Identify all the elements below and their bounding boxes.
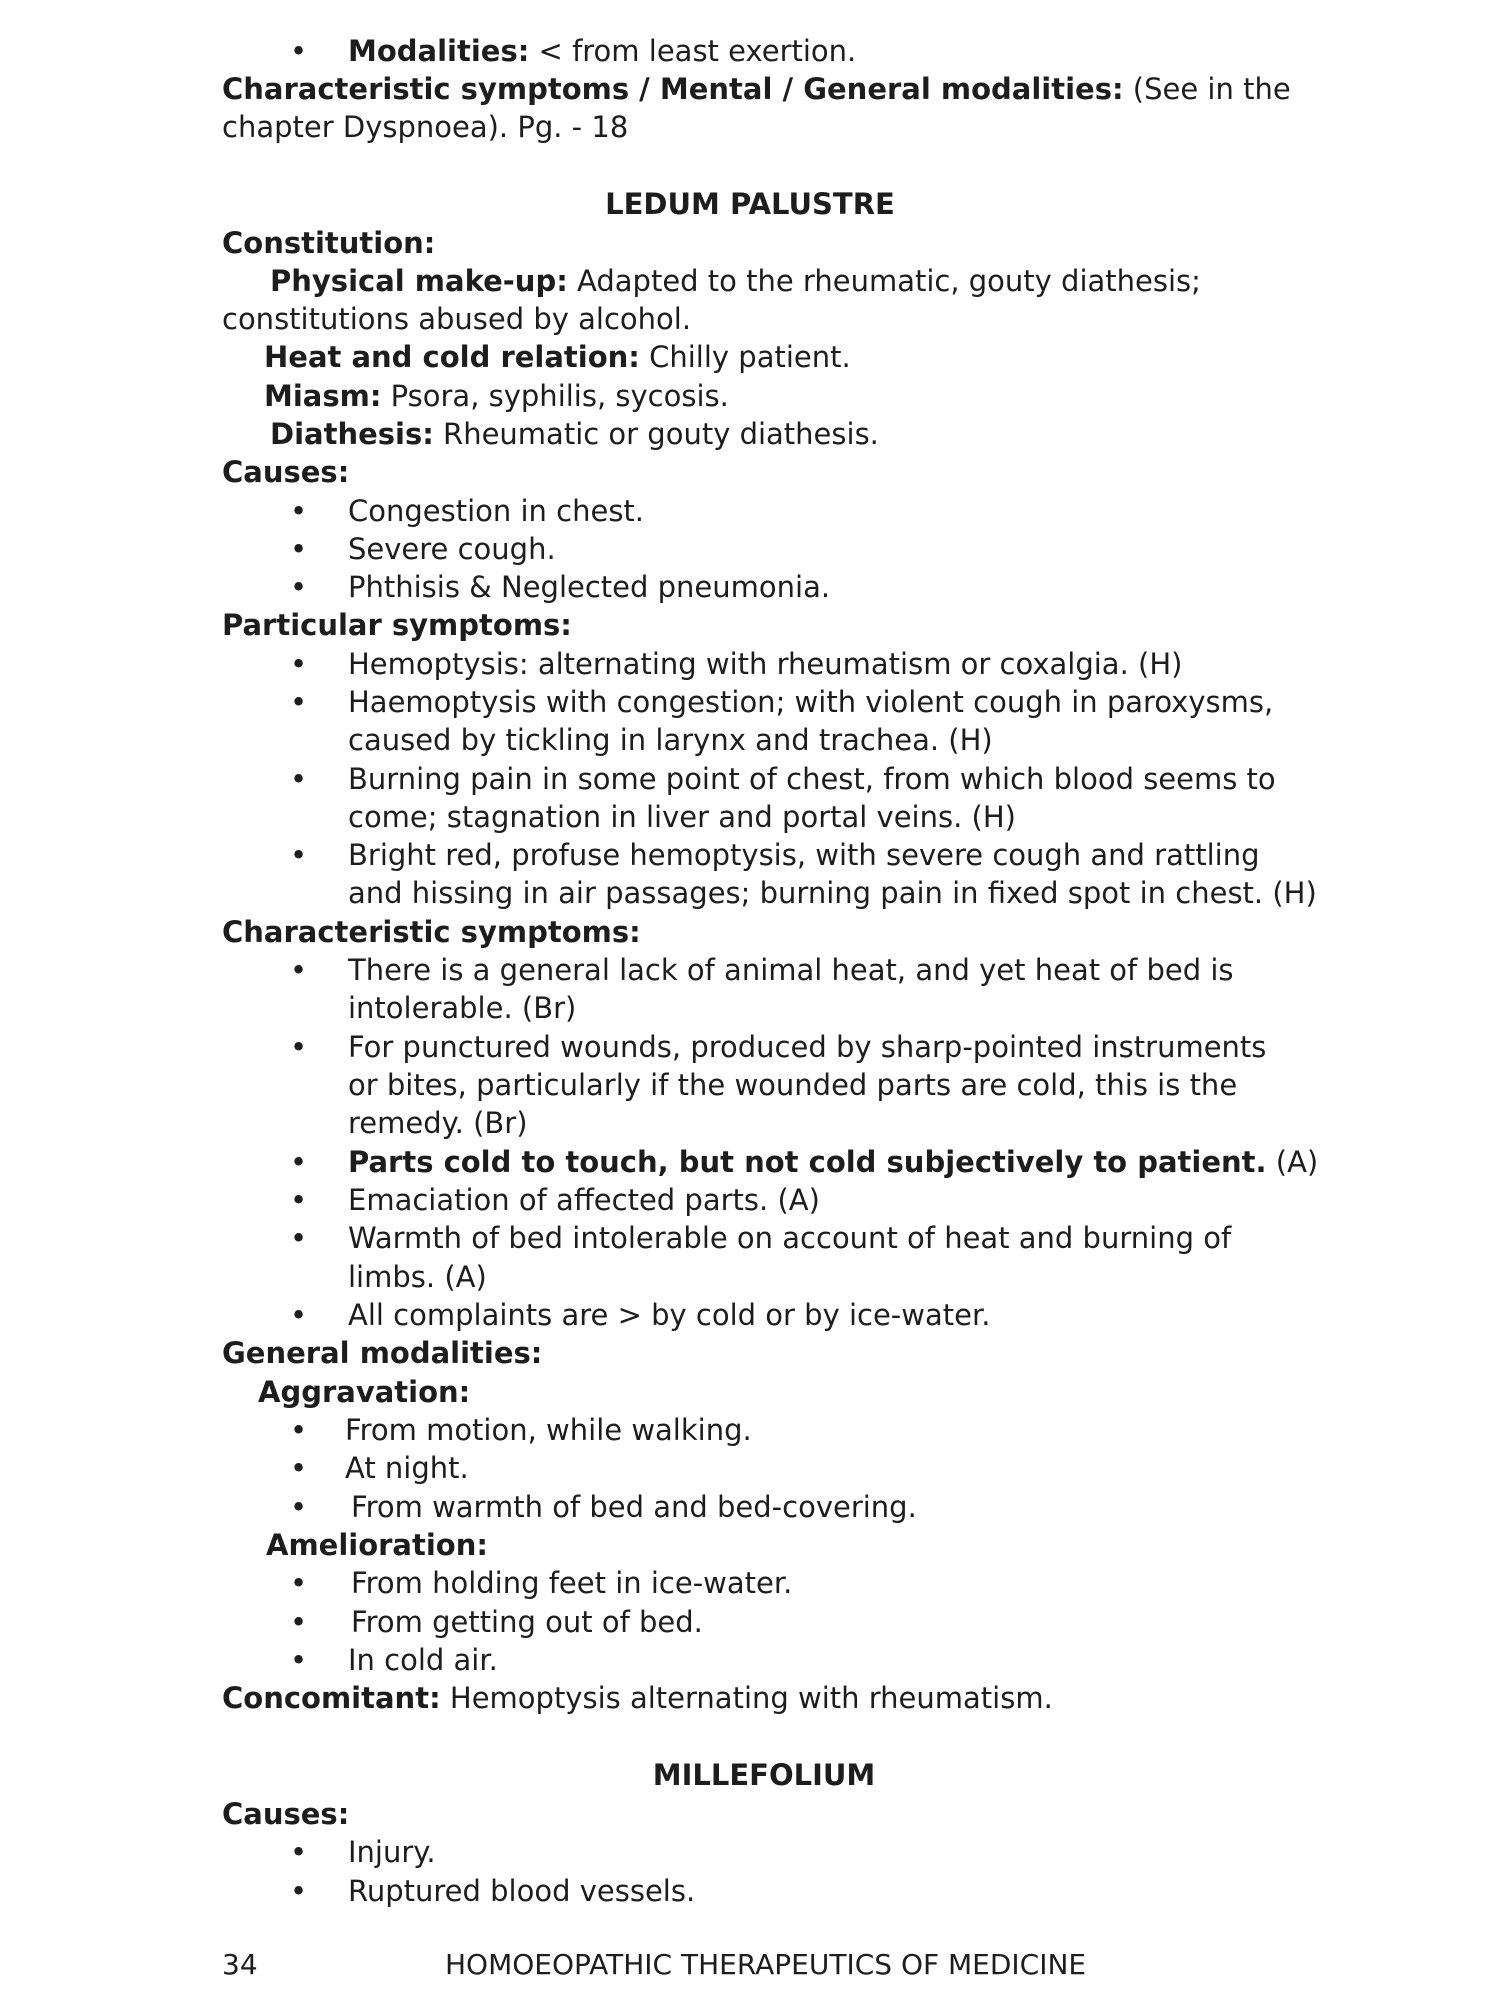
- aggravation-item: From motion, while walking.: [345, 1413, 752, 1447]
- char-mental-line-2: chapter Dyspnoea). Pg. - 18: [222, 110, 629, 144]
- bullet: •: [290, 1490, 308, 1524]
- bullet: •: [290, 1835, 308, 1869]
- heat-label: Heat and cold relation:: [264, 340, 640, 374]
- characteristic-item: Warmth of bed intolerable on account of heat and burning of: [348, 1221, 1232, 1255]
- miasm-line: [264, 377, 729, 415]
- miasm-text: Psora, syphilis, sycosis.: [381, 379, 729, 413]
- amelioration-item: In cold air.: [348, 1643, 498, 1677]
- bullet: •: [290, 34, 308, 68]
- modalities-text: < from least exertion.: [529, 34, 857, 68]
- bullet: •: [290, 685, 308, 719]
- bullet: •: [290, 1874, 308, 1908]
- particular-item-cont: caused by tickling in larynx and trachea. (H): [348, 723, 993, 757]
- heat-text: Chilly patient.: [639, 340, 851, 374]
- general-modalities-label: General modalities:: [222, 1336, 543, 1370]
- millefolium-title: MILLEFOLIUM: [652, 1758, 876, 1792]
- amelioration-item: From getting out of bed.: [351, 1605, 703, 1639]
- modalities-line: [348, 32, 856, 70]
- diathesis-label: Diathesis:: [270, 417, 434, 451]
- bullet: •: [290, 1183, 308, 1217]
- physical-label: Physical make-up:: [270, 264, 568, 298]
- physical-text: Adapted to the rheumatic, gouty diathesis;: [567, 264, 1201, 298]
- bullet: •: [290, 762, 308, 796]
- bullet: •: [290, 1451, 308, 1485]
- characteristic-bold-item: [348, 1143, 1318, 1181]
- concomitant-label: Concomitant:: [222, 1681, 441, 1715]
- particular-label: Particular symptoms:: [222, 608, 572, 642]
- bullet: •: [290, 647, 308, 681]
- millefolium-cause-item: Injury.: [348, 1835, 436, 1869]
- particular-item-cont: and hissing in air passages; burning pain in fixed spot in chest. (H): [348, 876, 1317, 910]
- bullet: •: [290, 1413, 308, 1447]
- characteristic-item: For punctured wounds, produced by sharp-pointed instruments: [348, 1030, 1267, 1064]
- heat-line: [264, 338, 851, 376]
- bold-item-text: Parts cold to touch, but not cold subjectively to patient.: [348, 1145, 1267, 1179]
- millefolium-causes-label: Causes:: [222, 1797, 350, 1831]
- bullet: •: [290, 838, 308, 872]
- physical-line-2: constitutions abused by alcohol.: [222, 302, 692, 336]
- bullet: •: [290, 953, 308, 987]
- bullet: •: [290, 1643, 308, 1677]
- bullet: •: [290, 532, 308, 566]
- aggravation-item: At night.: [345, 1451, 469, 1485]
- characteristic-item: All complaints are > by cold or by ice-water.: [348, 1298, 991, 1332]
- char-mental-line: [222, 70, 1291, 108]
- physical-line: [270, 262, 1201, 300]
- bullet: •: [290, 570, 308, 604]
- bullet: •: [290, 1030, 308, 1064]
- bullet: •: [290, 494, 308, 528]
- aggravation-label: Aggravation:: [258, 1375, 471, 1409]
- miasm-label: Miasm:: [264, 379, 382, 413]
- diathesis-line: [270, 415, 879, 453]
- bold-item-suffix: (A): [1266, 1145, 1319, 1179]
- cause-item: Phthisis & Neglected pneumonia.: [348, 570, 831, 604]
- characteristic-item-cont: or bites, particularly if the wounded parts are cold, this is the: [348, 1068, 1238, 1102]
- diathesis-text: Rheumatic or gouty diathesis.: [433, 417, 879, 451]
- page-number: 34: [222, 1948, 258, 1981]
- causes-label: Causes:: [222, 455, 350, 489]
- ledum-title: LEDUM PALUSTRE: [605, 187, 895, 221]
- particular-item: Hemoptysis: alternating with rheumatism or coxalgia. (H): [348, 647, 1183, 681]
- cause-item: Congestion in chest.: [348, 494, 645, 528]
- characteristic-item: There is a general lack of animal heat, and yet heat of bed is: [348, 953, 1234, 987]
- bullet: •: [290, 1221, 308, 1255]
- cause-item: Severe cough.: [348, 532, 556, 566]
- characteristic-item-cont: intolerable. (Br): [348, 991, 577, 1025]
- constitution-label: Constitution:: [222, 226, 436, 260]
- bullet: •: [290, 1298, 308, 1332]
- concomitant-text: Hemoptysis alternating with rheumatism.: [440, 1681, 1053, 1715]
- particular-item: Haemoptysis with congestion; with violent cough in paroxysms,: [348, 685, 1274, 719]
- characteristic-item-cont: remedy. (Br): [348, 1106, 528, 1140]
- bullet: •: [290, 1605, 308, 1639]
- particular-item: Burning pain in some point of chest, from which blood seems to: [348, 762, 1276, 796]
- characteristic-label: Characteristic symptoms:: [222, 915, 641, 949]
- concomitant-line: [222, 1679, 1053, 1717]
- characteristic-item: Emaciation of affected parts. (A): [348, 1183, 820, 1217]
- millefolium-cause-item: Ruptured blood vessels.: [348, 1874, 696, 1908]
- bullet: •: [290, 1566, 308, 1600]
- char-mental-label: Characteristic symptoms / Mental / General modalities:: [222, 72, 1124, 106]
- running-footer-title: HOMOEOPATHIC THERAPEUTICS OF MEDICINE: [445, 1948, 1087, 1981]
- particular-item-cont: come; stagnation in liver and portal veins. (H): [348, 800, 1016, 834]
- amelioration-label: Amelioration:: [266, 1528, 488, 1562]
- aggravation-item: From warmth of bed and bed-covering.: [351, 1490, 917, 1524]
- bullet: •: [290, 1145, 308, 1179]
- amelioration-item: From holding feet in ice-water.: [351, 1566, 793, 1600]
- char-mental-text: (See in the: [1123, 72, 1291, 106]
- characteristic-item-cont: limbs. (A): [348, 1260, 487, 1294]
- modalities-label: Modalities:: [348, 34, 530, 68]
- particular-item: Bright red, profuse hemoptysis, with severe cough and rattling: [348, 838, 1260, 872]
